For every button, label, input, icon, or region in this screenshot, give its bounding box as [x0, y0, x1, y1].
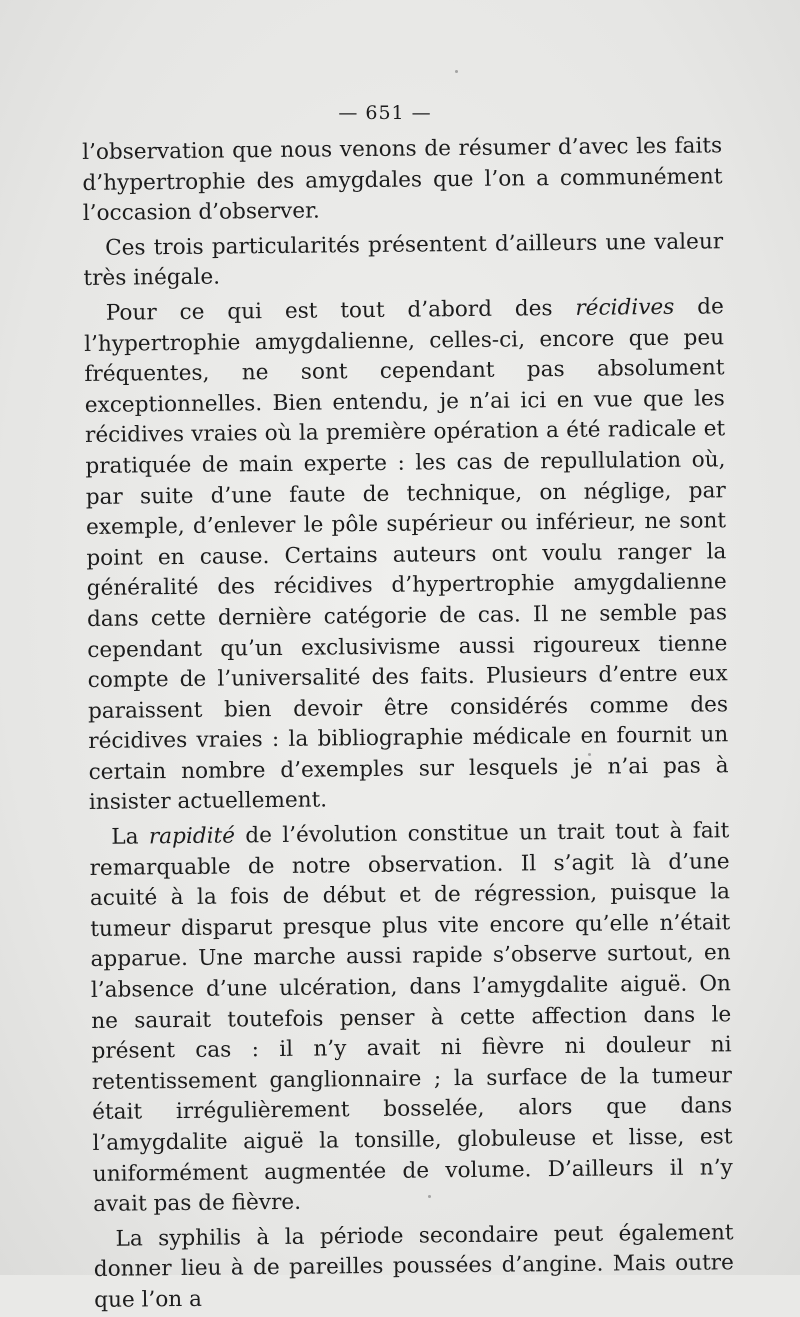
text-run: Pour ce qui est tout d’abord des [105, 295, 576, 326]
text-run: de l’évolution constitue un trait tout à fait remarquable de notre observation. Il s’agit là d’une acuité à la fois de début et de régression, puisque la tumeur disparut presque plus vite encore qu’elle n’était apparue. Une marche aussi rapide s’observe surtout, en l’absence d’une ulcération, dans l’amygdalite aiguë. On ne saurait toutefois penser à cette affection dans le présent cas : il n’y avait ni fièvre ni douleur ni retentissement ganglionnaire ; la surface de la tumeur était irrégulièrement bosselée, alors que dans l’amygdalite aiguë la tonsille, globuleuse et lisse, est uniformément augmentée de volume. D’ailleurs il n’y avait pas de fièvre. [89, 818, 733, 1218]
text-run: La [111, 824, 150, 850]
italic-term: rapidité [148, 823, 236, 850]
paragraph [93, 1218, 734, 1316]
italic-term: récidives [575, 294, 675, 321]
text-run: l’observation que nous venons de résumer d’avec les faits d’hypertrophie des amygdales que l’on a communément l’occasion d’observer. [82, 133, 723, 227]
ink-speck [455, 70, 458, 73]
body-text [82, 131, 734, 1316]
paragraph [82, 131, 723, 229]
paragraph [83, 227, 724, 295]
text-run: Ces trois particularités présentent d’ailleurs une valeur très inégale. [83, 229, 724, 292]
text-run: de l’hypertrophie amygdalienne, celles-ci, encore que peu fréquentes, ne sont cependant pas absolument exceptionnelles. Bien entendu, je n’ai ici en vue que les récidives vraies où la première opération a été radicale et pratiquée de main experte : les cas de repullulation où, par suite d’une faute de technique, on néglige, par exemple, d’enlever le pôle supérieur ou inférieur, ne sont point en cause. Certains auteurs ont voulu ranger la généralité des récidives d’hypertrophie amygdalienne dans cette dernière catégorie de cas. Il ne semble pas cependant qu’un exclusivisme aussi rigoureux tienne compte de l’universalité des faits. Plusieurs d’entre eux paraissent bien devoir être considérés comme des récidives vraies : la bibliographie médicale en fournit un certain nombre d’exemples sur lesquels je n’ai pas à insister actuellement. [84, 294, 729, 816]
paragraph [89, 816, 733, 1220]
paragraph [84, 292, 729, 819]
text-run: La syphilis à la période secondaire peut également donner lieu à de pareilles poussées d’angine. Mais outre que l’on a [93, 1220, 734, 1313]
page-number: — 651 — [338, 102, 432, 124]
